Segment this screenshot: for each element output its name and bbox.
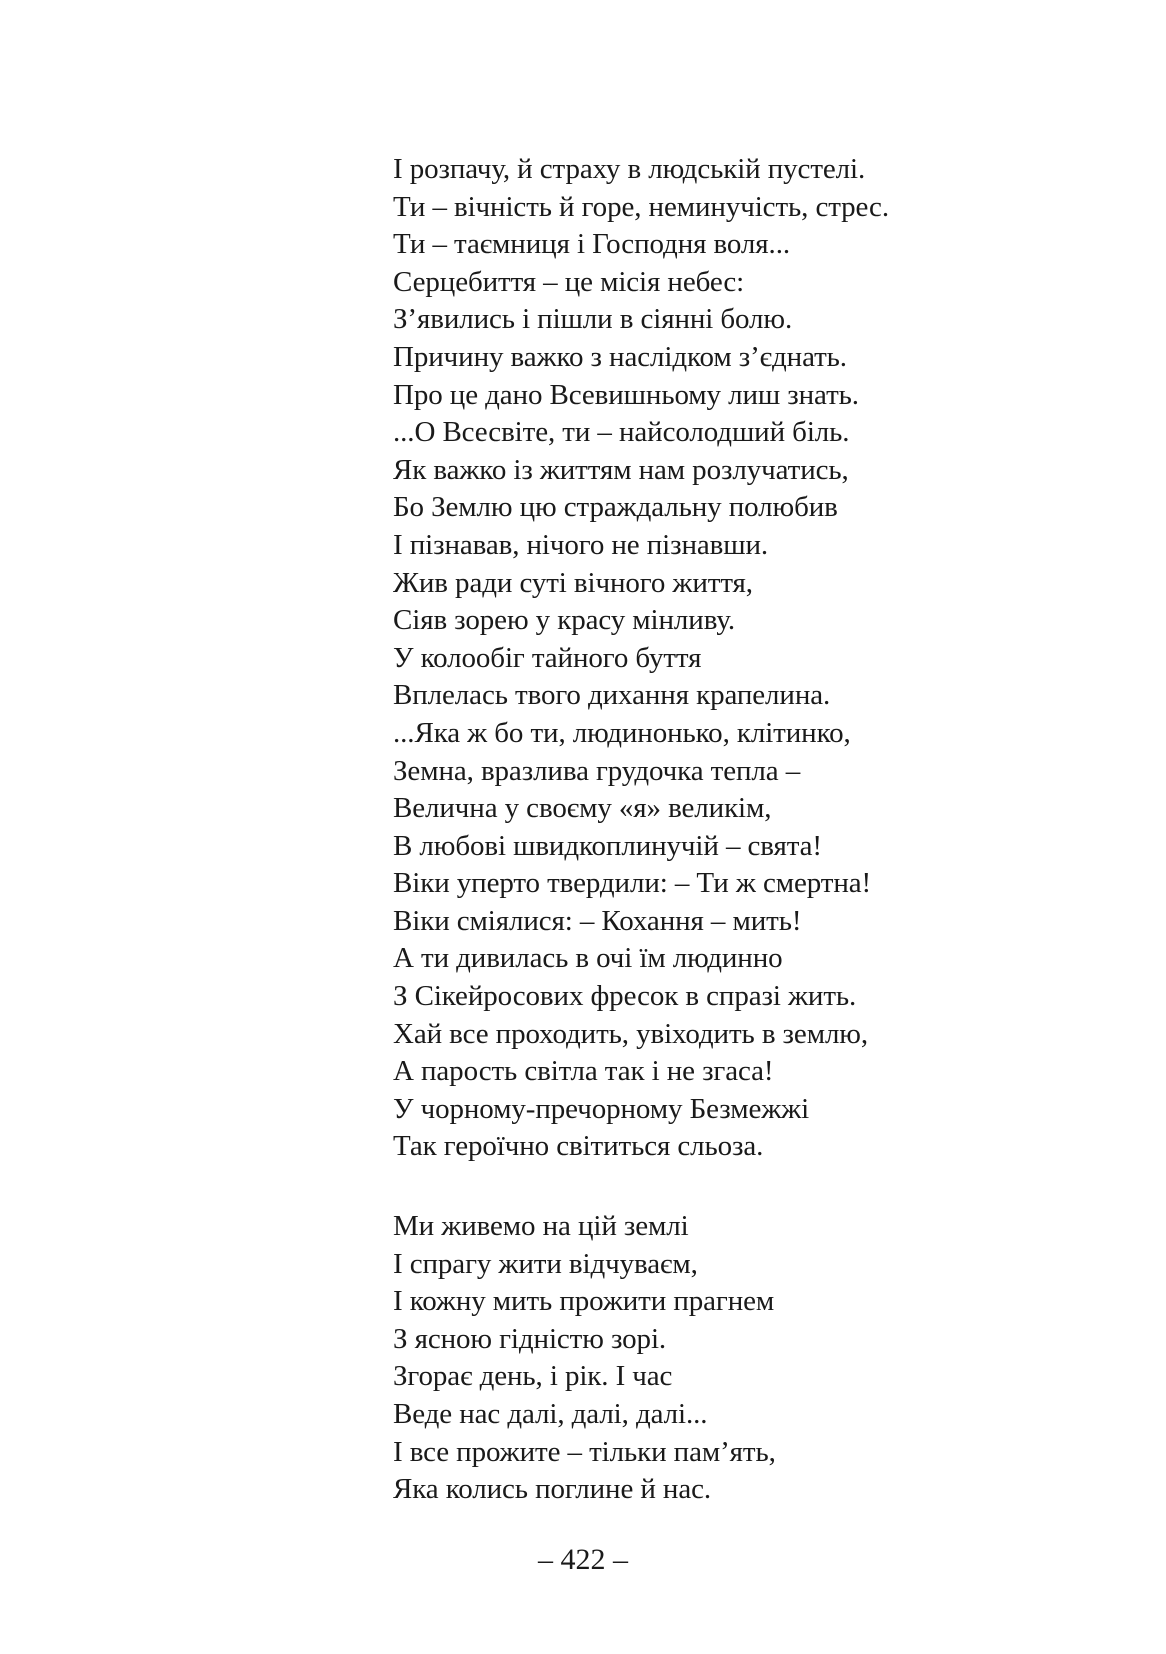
- poem-line: Вплелась твого дихання крапелина.: [393, 679, 831, 712]
- poem-line: І кожну мить прожити прагнем: [393, 1285, 775, 1318]
- poem-line: І спрагу жити відчуваєм,: [393, 1247, 698, 1280]
- poem-line: У чорному-пречорному Безмежжі: [393, 1092, 810, 1125]
- poem-line: Сіяв зорею у красу мінливу.: [393, 604, 735, 637]
- poem-line: Хай все проходить, увіходить в землю,: [393, 1017, 869, 1050]
- poem-line: Яка колись поглине й нас.: [393, 1473, 712, 1506]
- page-number: – 422 –: [538, 1543, 628, 1576]
- poem-line: Віки уперто твердили: – Ти ж смертна!: [393, 867, 872, 900]
- poem-line: У колообіг тайного буття: [393, 641, 702, 674]
- poem-line: ...Яка ж бо ти, людинонько, клітинко,: [393, 716, 851, 749]
- poem-line: І пізнавав, нічого не пізнавши.: [393, 528, 769, 561]
- poem-line: Згорає день, і рік. І час: [393, 1360, 673, 1393]
- poem-line: Ти – вічність й горе, неминучість, стрес.: [393, 190, 889, 223]
- poem-line: Про це дано Всевишньому лиш знать.: [393, 378, 859, 411]
- poem-line: А парость світла так і не згаса!: [393, 1055, 774, 1088]
- poem-line: З Сікейросових фресок в спразі жить.: [393, 980, 857, 1013]
- poem-line: Так героїчно світиться сльоза.: [393, 1130, 764, 1163]
- poem-line: Віки сміялися: – Кохання – мить!: [393, 904, 802, 937]
- poem-line: Земна, вразлива грудочка тепла –: [393, 754, 801, 787]
- poem-line: Жив ради суті вічного життя,: [393, 566, 753, 599]
- poem-line: Веде нас далі, далі, далі...: [393, 1397, 708, 1430]
- poem-line: Велична у своєму «я» великім,: [393, 792, 772, 825]
- poem-line: І розпачу, й страху в людській пустелі.: [393, 153, 866, 185]
- poem-line: З ясною гідністю зорі.: [393, 1322, 667, 1355]
- poem-line: В любові швидкоплинучій – свята!: [393, 829, 822, 862]
- poem-line: Ти – таємниця і Господня воля...: [393, 228, 790, 261]
- poem-line: Серцебиття – це місія небес:: [393, 265, 745, 298]
- poem-stanza-1: [393, 151, 889, 1166]
- poem-line: І все прожите – тільки пам’ять,: [393, 1435, 776, 1468]
- poem-line: А ти дивилась в очі їм людинно: [393, 942, 783, 975]
- poem-line: Як важко із життям нам розлучатись,: [393, 453, 849, 486]
- poem-stanza-2: [393, 1208, 776, 1509]
- poem-line: Ми живемо на цій землі: [393, 1210, 689, 1242]
- poem-line: Бо Землю цю страждальну полюбив: [393, 491, 838, 524]
- poem-line: ...О Всесвіте, ти – найсолодший біль.: [393, 416, 850, 449]
- poem-line: Причину важко з наслідком з’єднать.: [393, 340, 847, 373]
- poem-line: З’явились і пішли в сіянні болю.: [393, 303, 793, 336]
